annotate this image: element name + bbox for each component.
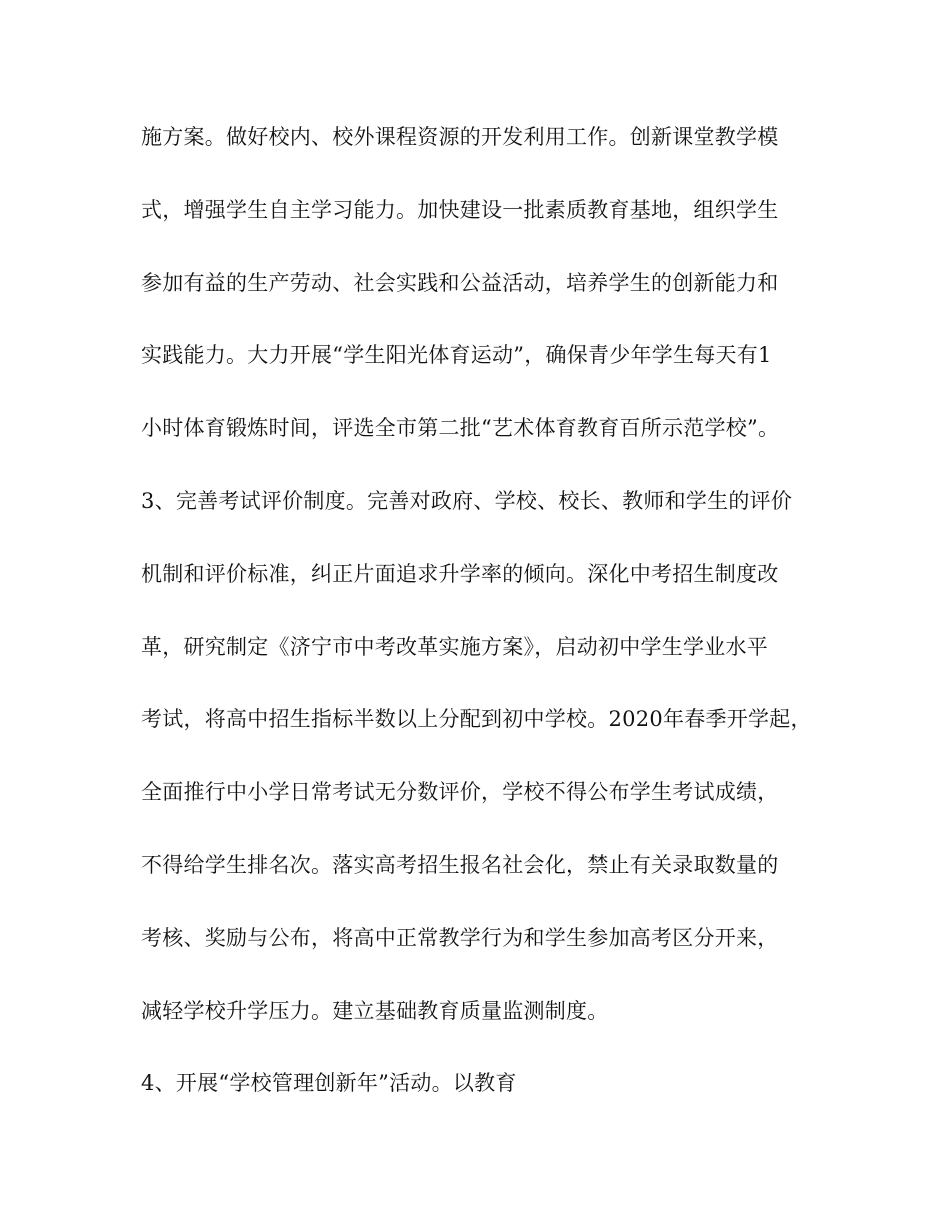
text-line: 式，增强学生自主学习能力。加快建设一批素质教育基地，组织学生 [141,197,779,222]
text-line: 3、完善考试评价制度。完善对政府、学校、校长、教师和学生的评价 [141,488,793,513]
text-line: 全面推行中小学日常考试无分数评价，学校不得公布学生考试成绩， [141,780,779,805]
text-line: 革，研究制定《济宁市中考改革实施方案》，启动初中学生学业水平 [141,634,768,659]
text-line: 4、开展“学校管理创新年”活动。以教育 [141,1071,517,1096]
text-line: 参加有益的生产劳动、社会实践和公益活动，培养学生的创新能力和 [141,270,779,295]
text-line: 考试，将高中招生指标半数以上分配到初中学校。2020年春季开学起， [141,707,812,732]
text-line: 施方案。做好校内、校外课程资源的开发利用工作。创新课堂教学模 [141,125,779,149]
text-line: 减轻学校升学压力。建立基础教育质量监测制度。 [141,998,609,1023]
text-line: 小时体育锻炼时间，评选全市第二批“艺术体育教育百所示范学校”。 [141,416,780,441]
document-body [141,125,813,1144]
text-line: 实践能力。大力开展“学生阳光体育运动”，确保青少年学生每天有1 [141,343,772,368]
text-line: 考核、奖励与公布，将高中正常教学行为和学生参加高考区分开来， [141,925,779,950]
text-line: 不得给学生排名次。落实高考招生报名社会化，禁止有关录取数量的 [141,852,779,877]
text-line: 机制和评价标准，纠正片面追求升学率的倾向。深化中考招生制度改 [141,561,779,586]
